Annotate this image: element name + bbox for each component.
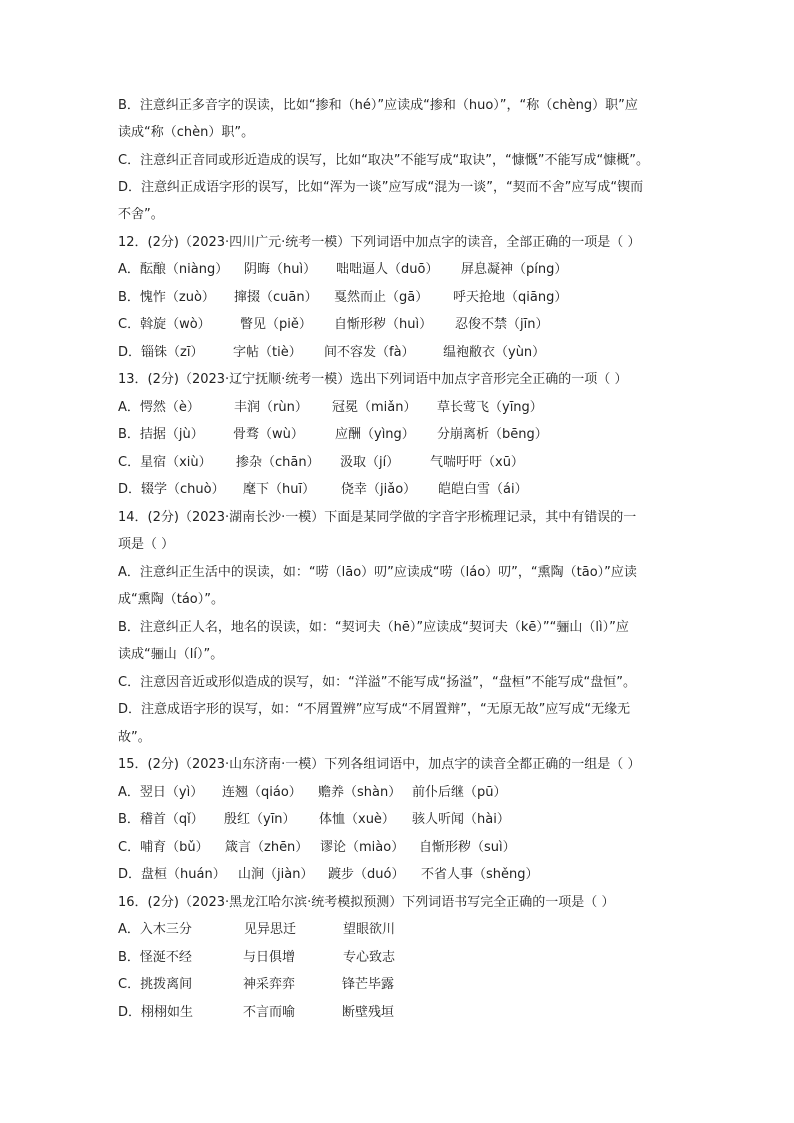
q15-c-word4: 自惭形秽（suì）	[419, 840, 516, 855]
q16-d-label: D．栩栩如生	[118, 1005, 194, 1020]
q15-c-label: C．哺育（bǔ）	[118, 840, 209, 855]
q15-b-word2: 殷红（yīn）	[224, 812, 296, 827]
q15-a-word4: 前仆后继（pū）	[412, 785, 507, 800]
q11-option-d-line2: 不舍”。	[118, 207, 164, 222]
q13-c-word2: 掺杂（chān）	[236, 455, 320, 470]
q14-option-a-line1: A．注意纠正生活中的误读，如：“唠（lāo）叨”应读成“唠（láo）叨”，“熏陶（tāo）”应读	[118, 565, 637, 580]
q14-option-b-line2: 读成“骊山（lí）”。	[118, 647, 224, 662]
q16-a-word2: 见异思迁	[244, 922, 297, 937]
q12-b-word2: 撺掇（cuān）	[234, 290, 318, 305]
q12-d-label: D．锱铢（zī）	[118, 345, 204, 360]
q11-option-d-line1: D．注意纠正成语字形的误写，比如“浑为一谈”应写成“混为一谈”，“契而不舍”应写成“锲而	[118, 180, 644, 195]
q14-option-d-line2: 故”。	[118, 730, 151, 745]
q16-stem: 16．(2分)（2023·黑龙江哈尔滨·统考模拟预测）下列词语书写完全正确的一项是（ ）	[118, 895, 615, 910]
q15-b-label: B．稽首（qǐ）	[118, 812, 204, 827]
q16-c-word2: 神采弈弈	[243, 977, 296, 992]
q13-d-word4: 皑皑白雪（ái）	[438, 482, 528, 497]
q12-a-word2: 阴晦（huì）	[244, 262, 317, 277]
q16-d-word3: 断壁残垣	[342, 1005, 395, 1020]
q15-a-word3: 赡养（shàn）	[318, 785, 402, 800]
q14-option-c: C．注意因音近或形似造成的误写，如：“洋溢”不能写成“扬溢”，“盘桓”不能写成“盘恒”。	[118, 675, 636, 690]
q13-d-word2: 麾下（huī）	[243, 482, 316, 497]
q16-a-word3: 望眼欲川	[343, 922, 396, 937]
q12-a-word3: 咄咄逼人（duō）	[336, 262, 439, 277]
q13-a-word3: 冠冕（miǎn）	[332, 400, 417, 415]
q11-option-b-line1: B．注意纠正多音字的误读，比如“掺和（hé）”应读成“掺和（huo）”，“称（chèng）职”应	[118, 98, 638, 113]
q13-c-word4: 气喘吁吁（xū）	[430, 455, 524, 470]
q12-b-word3: 戛然而止（gā）	[334, 290, 429, 305]
q13-b-label: B．拮据（jù）	[118, 427, 204, 442]
q15-c-word3: 谬论（miào）	[320, 840, 405, 855]
q16-c-label: C．挑拨离间	[118, 977, 193, 992]
q14-stem-line1: 14．(2分)（2023·湖南长沙·一模）下面是某同学做的字音字形梳理记录，其中有错误的一	[118, 510, 637, 525]
q12-c-word4: 忍俊不禁（jīn）	[455, 317, 549, 332]
q13-a-word2: 丰润（rùn）	[234, 400, 308, 415]
q16-c-word3: 锋芒毕露	[342, 977, 395, 992]
q14-stem-line2: 项是（ ）	[118, 537, 175, 552]
q16-d-word2: 不言而喻	[243, 1005, 296, 1020]
q13-b-word3: 应酬（yìng）	[335, 427, 415, 442]
q12-stem: 12．(2分)（2023·四川广元·统考一模）下列词语中加点字的读音，全部正确的一项是（ ）	[118, 235, 641, 250]
q15-a-label: A．翌日（yì）	[118, 785, 204, 800]
q12-c-word3: 自惭形秽（huì）	[334, 317, 433, 332]
q12-d-word3: 间不容发（fà）	[324, 345, 415, 360]
q16-b-word3: 专心致志	[343, 950, 396, 965]
q16-b-word2: 与日俱增	[243, 950, 296, 965]
q14-option-b-line1: B．注意纠正人名，地名的误读，如：“契诃夫（hē）”应读成“契诃夫（kē）”“骊山（lì）”应	[118, 620, 629, 635]
q14-option-d-line1: D．注意成语字形的误写，如：“不屑置辨”应写成“不屑置辩”，“无原无故”应写成“无缘无	[118, 702, 631, 717]
q15-a-word2: 连翘（qiáo）	[222, 785, 302, 800]
q15-b-word4: 骇人听闻（hài）	[412, 812, 510, 827]
q12-a-label: A．酝酿（niàng）	[118, 262, 229, 277]
q13-d-label: D．辍学（chuò）	[118, 482, 225, 497]
q15-b-word3: 体恤（xuè）	[319, 812, 395, 827]
q12-b-word4: 呼天抢地（qiāng）	[453, 290, 568, 305]
q15-d-word2: 山涧（jiàn）	[238, 867, 314, 882]
q13-stem: 13．(2分)（2023·辽宁抚顺·统考一模）选出下列词语中加点字音形完全正确的一项（ ）	[118, 372, 628, 387]
q11-option-b-line2: 读成“称（chèn）职”。	[118, 125, 255, 140]
q13-c-label: C．星宿（xiù）	[118, 455, 212, 470]
q13-c-word3: 汲取（jí）	[340, 455, 400, 470]
q16-b-label: B．怪涎不经	[118, 950, 192, 965]
q13-a-word4: 草长莺飞（yīng）	[437, 400, 543, 415]
q11-option-c: C．注意纠正音同或形近造成的误写，比如“取决”不能写成“取诀”，“慷慨”不能写成“慷概”。	[118, 153, 649, 168]
q13-d-word3: 侥幸（jiǎo）	[341, 482, 417, 497]
q13-a-label: A．愕然（è）	[118, 400, 200, 415]
q15-stem: 15．(2分)（2023·山东济南·一模）下列各组词语中，加点字的读音全都正确的一组是（ ）	[118, 757, 641, 772]
q12-d-word4: 缊袍敝衣（yùn）	[443, 345, 546, 360]
q12-a-word4: 屏息凝神（píng）	[461, 262, 568, 277]
q12-c-word2: 瞥见（piě）	[240, 317, 312, 332]
q14-option-a-line2: 成“熏陶（táo）”。	[118, 592, 224, 607]
q15-d-word3: 踱步（duó）	[328, 867, 405, 882]
q13-b-word2: 骨骛（wù）	[233, 427, 304, 442]
q12-d-word2: 字帖（tiè）	[233, 345, 302, 360]
q13-b-word4: 分崩离析（bēng）	[437, 427, 548, 442]
q15-d-word4: 不省人事（shěng）	[421, 867, 539, 882]
q15-c-word2: 箴言（zhēn）	[225, 840, 309, 855]
q15-d-label: D．盘桓（huán）	[118, 867, 226, 882]
q16-a-label: A．入木三分	[118, 922, 192, 937]
q12-c-label: C．斡旋（wò）	[118, 317, 211, 332]
q12-b-label: B．愧怍（zuò）	[118, 290, 215, 305]
